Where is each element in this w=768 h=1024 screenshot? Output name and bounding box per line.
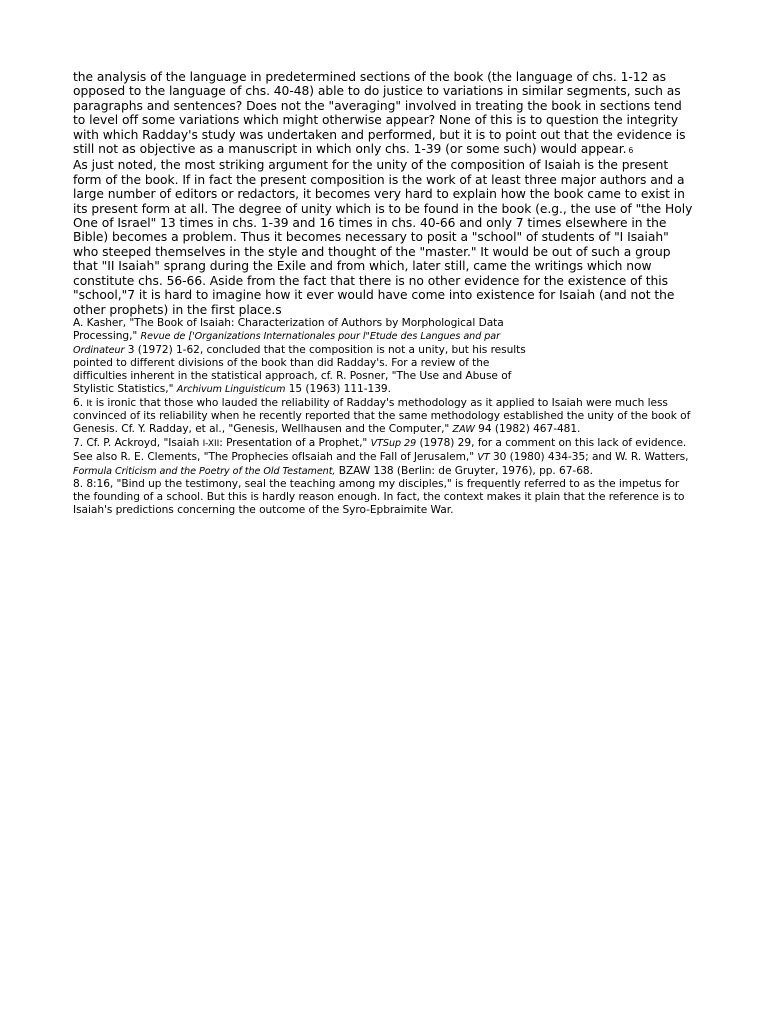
footnote-7-text-d: 30 (1980) 434-35; and W. R. Watters, xyxy=(489,450,689,463)
footnote-7-text-c: (1978) 29, for a comment on this lack of evidence. See also R. E. Clements, "The Prophecies ofIsaiah and the Fall of Jerusalem," xyxy=(73,437,687,463)
paragraph-analysis xyxy=(73,70,697,158)
footnote-8: 8. 8:16, "Bind up the testimony, seal the teaching among my disciples," is frequently referred to as the impetus for the founding of a school. But this is hardly reason enough. In fact, the context makes it plain that the reference is to Isaiah's predictions concerning the outcome of the Syro-Epbraimite War. xyxy=(73,478,685,517)
footnote-7-text-b: : Presentation of a Prophet," xyxy=(219,437,371,450)
footnote-7-journal-2: VT xyxy=(477,451,490,463)
footnote-5-text-b: 3 (1972) 1-62, concluded that the composition is not a unity, but his results pointed to different divisions of the book than did Radday's. For a review of the difficulties inherent in the statistical approach, cf. R. Posner, "The Use and Abuse of Stylistic Statistics," xyxy=(73,343,526,395)
footnote-6-citation: 94 (1982) 467-481. xyxy=(474,423,581,436)
footnote-6-journal: ZAW xyxy=(452,424,475,436)
footnote-5-journal-2: Archivum Linguisticum xyxy=(176,383,286,395)
footnote-6-word: It xyxy=(86,398,93,409)
footnote-7 xyxy=(73,437,697,478)
footnotes xyxy=(73,317,697,517)
footnote-7-text-a: 7. Cf. P. Ackroyd, "Isaiah xyxy=(73,437,203,450)
footnote-6-text: is ironic that those who lauded the reliability of Radday's methodology as it applied to Isaiah were much less convinced of its reliability when he recently reported that the same methodology established the unity of the book of Genesis. Cf. Y. Radday, et al., "Genesis, Wellhausen and the Computer," xyxy=(73,396,691,436)
footnote-5-journal: Revue de ['Organizations Internationales pour l"Etude des Langues and par Ordinateur xyxy=(73,330,501,356)
paragraph-analysis-text: the analysis of the language in predetermined sections of the book (the language of chs. 1-12 as opposed to the language of chs. 40-48) able to do justice to variations in similar segments, such as paragraphs and sentences? Does not the "averaging" involved in treating the book in sections tend to level off some variations which might otherwise appear? None of this is to question the integrity with which Radday's study was undertaken and performed, but it is to point out that the evidence is still not as objective as a manuscript in which only chs. 1-39 (or some such) would appear. xyxy=(73,70,686,157)
footnote-7-journal: VTSup 29 xyxy=(370,438,417,450)
footnote-ref-6: 6 xyxy=(628,146,634,156)
footnote-7-chapters: I-XII xyxy=(202,439,220,450)
footnote-5-text-a: A. Kasher, "The Book of Isaiah: Characterization of Authors by Morphological Data Processing," xyxy=(73,316,504,342)
paragraph-unity-argument: As just noted, the most striking argument for the unity of the composition of Isaiah is the present form of the book. If in fact the present composition is the work of at least three major authors and a large number of editors or redactors, it becomes very hard to explain how the book came to exist in its present form at all. The degree of unity which is to be found in the book (e.g., the use of "the Holy One of Israel" 13 times in chs. 1-39 and 16 times in chs. 40-66 and only 7 times elsewhere in the Bible) becomes a problem. Thus it becomes necessary to posit a "school" of students of "I Isaiah" who steeped themselves in the style and thought of the "master." It would be out of such a group that "II Isaiah" sprang during the Exile and from which, later still, came the writings which now constitute chs. 56-66. Aside from the fact that there is no other evidence for the existence of this "school,"7 it is hard to imagine how it ever would have come into existence for Isaiah (and not the other prophets) in the first place.s xyxy=(73,158,693,317)
document-page xyxy=(73,70,697,517)
footnote-6-number: 6. xyxy=(73,396,87,409)
footnote-6 xyxy=(73,397,697,437)
footnote-5 xyxy=(73,317,543,397)
footnote-7-text-e: BZAW 138 (Berlin: de Gruyter, 1976), pp. 67-68. xyxy=(335,464,593,477)
footnote-7-book-title: Formula Criticism and the Poetry of the Old Testament, xyxy=(73,465,336,477)
footnote-5-text-c: 15 (1963) 111-139. xyxy=(285,382,391,395)
